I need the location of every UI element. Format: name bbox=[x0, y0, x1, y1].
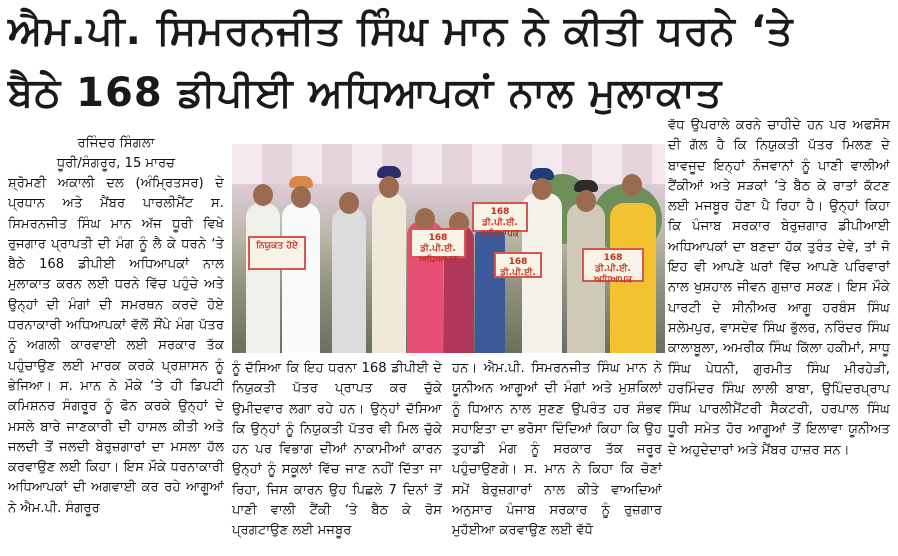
photo-person-head bbox=[379, 176, 399, 198]
protest-placard: 168 ਡੀ.ਪੀ.ਈ. ਅਧਿਆਪਕ bbox=[582, 248, 644, 282]
photo-person bbox=[332, 208, 366, 353]
headline-line-2: ਬੈਠੇ 168 ਡੀਪੀਈ ਅਧਿਆਪਕਾਂ ਨਾਲ ਮੁਲਾਕਾਤ bbox=[8, 70, 723, 116]
byline-dateline: ਧੂਰੀ/ਸੰਗਰੂਰ, 15 ਮਾਰਚ bbox=[56, 156, 176, 171]
protest-placard: 168 ਡੀ.ਪੀ.ਈ. ਅਧਿਆਪਕ bbox=[472, 202, 528, 232]
column-4-text: ਵੱਧ ਉਪਰਾਲੇ ਕਰਨੇ ਚਾਹੀਦੇ ਹਨ ਪਰ ਅਫਸੋਸ ਦੀ ਗੱਲ ਹੈ ਕਿ ਨਿਯੁਕਤੀ ਪੱਤਰ ਮਿਲਣ ਦੇ ਬਾਵਜੂਦ ਇਨ੍ਹਾਂ ਨੌਜਵਾਨਾਂ ਨੂੰ ਪਾਣੀ ਵਾਲੀਆਂ ਟੈਂਕੀਆਂ ਅਤੇ ਸੜਕਾਂ ‘ਤੇ ਬੈਠ ਕੇ ਰਾਤਾਂ ਕੱਟਣ ਲਈ ਮਜਬੂਰ ਹੋਣਾ ਪੈ ਰਿਹਾ ਹੈ। ਉਨ੍ਹਾਂ ਕਿਹਾ ਕਿ ਪੰਜਾਬ ਸਰਕਾਰ ਬੇਰੁਜ਼ਗਾਰ ਡੀਪੀਆਈ ਅਧਿਆਪਕਾਂ ਦਾ ਬਣਦਾ ਹੱਕ ਤੁਰੰਤ ਦੇਵੇ, ਤਾਂ ਜੋ ਇਹ ਵੀ ਆਪਣੇ ਘਰਾਂ ਵਿੱਚ ਆਪਣੇ ਪਰਿਵਾਰਾਂ ਨਾਲ ਖੁਸ਼ਹਾਲ ਜੀਵਨ ਗੁਜ਼ਾਰ ਸਕਣ। ਇਸ ਮੌਕੇ ਪਾਰਟੀ ਦੇ ਸੀਨੀਅਰ ਆਗੂ ਹਰਬੰਸ ਸਿੰਘ ਸਲੇਮਪੁਰ, ਵਾਸਦੇਵ ਸਿੰਘ ਭੁੱਲਰ, ਨਰਿੰਦਰ ਸਿੰਘ ਕਾਲਾਬੂਲਾ, ਅਮਰੀਕ ਸਿੰਘ ਕਿੱਲਾ ਹਕੀਮਾਂ, ਸਾਧੂ ਸਿੰਘ ਪੇਧਨੀ, ਗੁਰਮੀਤ ਸਿੰਘ ਮੀਰਹੇੜੀ, ਹਰਮਿੰਦਰ ਸਿੰਘ ਲਾਲੀ ਬਾਬਾ, ਉਪਿੰਦਰਪ੍ਰਾਪ ਸਿੰਘ ਪਾਰਲੀਮੈਂਟਰੀ ਸੈਕਟਰੀ, ਹਰਪਾਲ ਸਿੰਘ ਧੂਰੀ ਸਮੇਤ ਹੋਰ ਆਗੂਆਂ ਤੋਂ ਇਲਾਵਾ ਯੂਨੀਅਤ ਦੇ ਅਹੁਦੇਦਾਰਾਂ ਅਤੇ ਮੈਂਬਰ ਹਾਜ਼ਰ ਸਨ। bbox=[668, 118, 890, 458]
photo-person bbox=[246, 203, 280, 353]
column-3-text: ਹਨ। ਐਮ.ਪੀ. ਸਿਮਰਨਜੀਤ ਸਿੰਘ ਮਾਨ ਨੇ ਯੂਨੀਅਨ ਆਗੂਆਂ ਦੀ ਮੰਗਾਂ ਅਤੇ ਮੁਸ਼ਕਿਲਾਂ ਨੂੰ ਧਿਆਨ ਨਾਲ ਸੁਣਣ ਉਪਰੰਤ ਹਰ ਸੰਭਵ ਸਹਾਇਤਾ ਦਾ ਭਰੋਸਾ ਦਿੰਦਿਆਂ ਕਿਹਾ ਕਿ ਉਹ ਤੁਹਾਡੀ ਮੰਗ ਨੂੰ ਸਰਕਾਰ ਤੱਕ ਜਰੂਰ ਪਹੁੰਚਾਉਣਗੇ। ਸ. ਮਾਨ ਨੇ ਕਿਹਾ ਕਿ ਚੋਣਾਂ ਸਮੇਂ ਬੇਰੁਜ਼ਗਾਰਾਂ ਨਾਲ ਕੀਤੇ ਵਾਅਦਿਆਂ ਅਨੁਸਾਰ ਪੰਜਾਬ ਸਰਕਾਰ ਨੂੰ ਰੁਜ਼ਗਾਰ ਮੁਹੱਈਆ ਕਰਵਾਉਣ ਲਈ ਵੱਧੋ bbox=[452, 361, 662, 539]
column-2-text: ਨੂੰ ਦੱਸਿਆ ਕਿ ਇਹ ਧਰਨਾ 168 ਡੀਪੀਈ ਦੇ ਨਿਯੁਕਤੀ ਪੱਤਰ ਪ੍ਰਾਪਤ ਕਰ ਚੁੱਕੇ ਉਮੀਦਵਾਰ ਲਗਾ ਰਹੇ ਹਨ। ਉਨ੍ਹਾਂ ਦੱਸਿਆ ਕਿ ਉਨ੍ਹਾਂ ਨੂੰ ਨਿਯੁਕਤੀ ਪੱਤਰ ਵੀ ਮਿਲ ਚੁੱਕੇ ਹਨ ਪਰ ਵਿਭਾਗ ਦੀਆਂ ਨਾਕਾਮੀਆਂ ਕਾਰਨ ਉਨ੍ਹਾਂ ਨੂੰ ਸਕੂਲਾਂ ਵਿੱਚ ਜਾਣ ਨਹੀਂ ਦਿੱਤਾ ਜਾ ਰਿਹਾ, ਜਿਸ ਕਾਰਨ ਉਹ ਪਿਛਲੇ 7 ਦਿਨਾਂ ਤੋਂ ਪਾਣੀ ਵਾਲੀ ਟੈਂਕੀ ‘ਤੇ ਬੈਠ ਕੇ ਰੋਸ ਪ੍ਰਗਟਾਉਣ ਲਈ ਮਜਬੂਰ bbox=[232, 361, 442, 539]
headline-line-1: ਐਮ.ਪੀ. ਸਿਮਰਨਜੀਤ ਸਿੰਘ ਮਾਨ ਨੇ ਕੀਤੀ ਧਰਨੇ ‘ਤੇ bbox=[8, 8, 794, 54]
photo-person-head bbox=[576, 190, 596, 212]
article-column-3 bbox=[452, 359, 662, 542]
protest-placard: ਨਿਯੁਕਤ ਹੋਏ bbox=[248, 236, 306, 270]
protest-placard: 168 ਡੀ.ਪੀ.ਈ. bbox=[494, 252, 542, 278]
protest-placard: 168 ਡੀ.ਪੀ.ਈ. ਅਧਿਆਪਕ bbox=[410, 228, 466, 258]
photo-person-head bbox=[532, 178, 552, 200]
column-1-text: ਸ਼੍ਰੋਮਣੀ ਅਕਾਲੀ ਦਲ (ਅੰਮ੍ਰਿਤਸਰ) ਦੇ ਪ੍ਰਧਾਨ ਅਤੇ ਮੈਂਬਰ ਪਾਰਲੀਮੈਂਟ ਸ. ਸਿਮਰਨਜੀਤ ਸਿੰਘ ਮਾਨ ਅੱਜ ਧੂਰੀ ਵਿਖੇ ਰੁਜਗਾਰ ਪ੍ਰਾਪਤੀ ਦੀ ਮੰਗ ਨੂੰ ਲੈ ਕੇ ਧਰਨੇ ‘ਤੇ ਬੈਠੇ 168 ਡੀਪੀਈ ਅਧਿਆਪਕਾਂ ਨਾਲ ਮੁਲਾਕਾਤ ਕਰਨ ਲਈ ਧਰਨੇ ਵਿੱਚ ਪਹੁੰਚੇ ਅਤੇ ਉਨ੍ਹਾਂ ਦੀ ਮੰਗਾਂ ਦੀ ਸਮਰਥਨ ਕਰਦੇ ਹੋਏ ਧਰਨਾਕਾਰੀ ਅਧਿਆਪਕਾਂ ਵੱਲੋਂ ਸੌਂਪੇ ਮੰਗ ਪੱਤਰ ਨੂੰ ਅਗਲੀ ਕਾਰਵਾਈ ਲਈ ਸਰਕਾਰ ਤੱਕ ਪਹੁੰਚਾਉਣ ਲਈ ਮਾਰਕ ਕਰਕੇ ਪ੍ਰਸ਼ਾਸਨ ਨੂੰ ਭੇਜਿਆ। ਸ. ਮਾਨ ਨੇ ਮੌਕੇ ‘ਤੇ ਹੀ ਡਿਪਟੀ ਕਮਿਸ਼ਨਰ ਸੰਗਰੂਰ ਨੂੰ ਫੋਨ ਕਰਕੇ ਉਨ੍ਹਾਂ ਦੇ ਮਸਲੇ ਬਾਰੇ ਜਾਣਕਾਰੀ ਦੀ ਹਾਸਲ ਕੀਤੀ ਅਤੇ ਜਲਦੀ ਤੋਂ ਜਲਦੀ ਬੇਰੁਜ਼ਗਾਰਾਂ ਦਾ ਮਸਲਾ ਹੱਲ ਕਰਵਾਉਣ ਲਈ ਕਿਹਾ। ਇਸ ਮੌਕੇ ਧਰਨਾਕਾਰੀ ਅਧਿਆਪਕਾਂ ਦੀ ਅਗਵਾਈ ਕਰ ਰਹੇ ਆਗੂਆਂ ਨੇ ਐਮ.ਪੀ. ਸੰਗਰੂਰ bbox=[8, 176, 224, 516]
photo-person bbox=[475, 223, 505, 353]
photo-person-head bbox=[415, 208, 435, 230]
photo-person-head bbox=[253, 184, 273, 206]
photo-person-head bbox=[291, 186, 311, 208]
photo-person-head bbox=[622, 174, 642, 196]
news-photo bbox=[232, 144, 665, 353]
photo-person-head bbox=[339, 192, 359, 214]
photo-person bbox=[372, 193, 406, 353]
photo-person bbox=[282, 203, 320, 353]
article-column-2 bbox=[232, 359, 442, 542]
byline-author: ਰਜਿੰਦਰ ਸਿੰਗਲਾ bbox=[77, 136, 155, 151]
article-column-1 bbox=[8, 134, 224, 519]
article-column-4 bbox=[668, 116, 890, 461]
